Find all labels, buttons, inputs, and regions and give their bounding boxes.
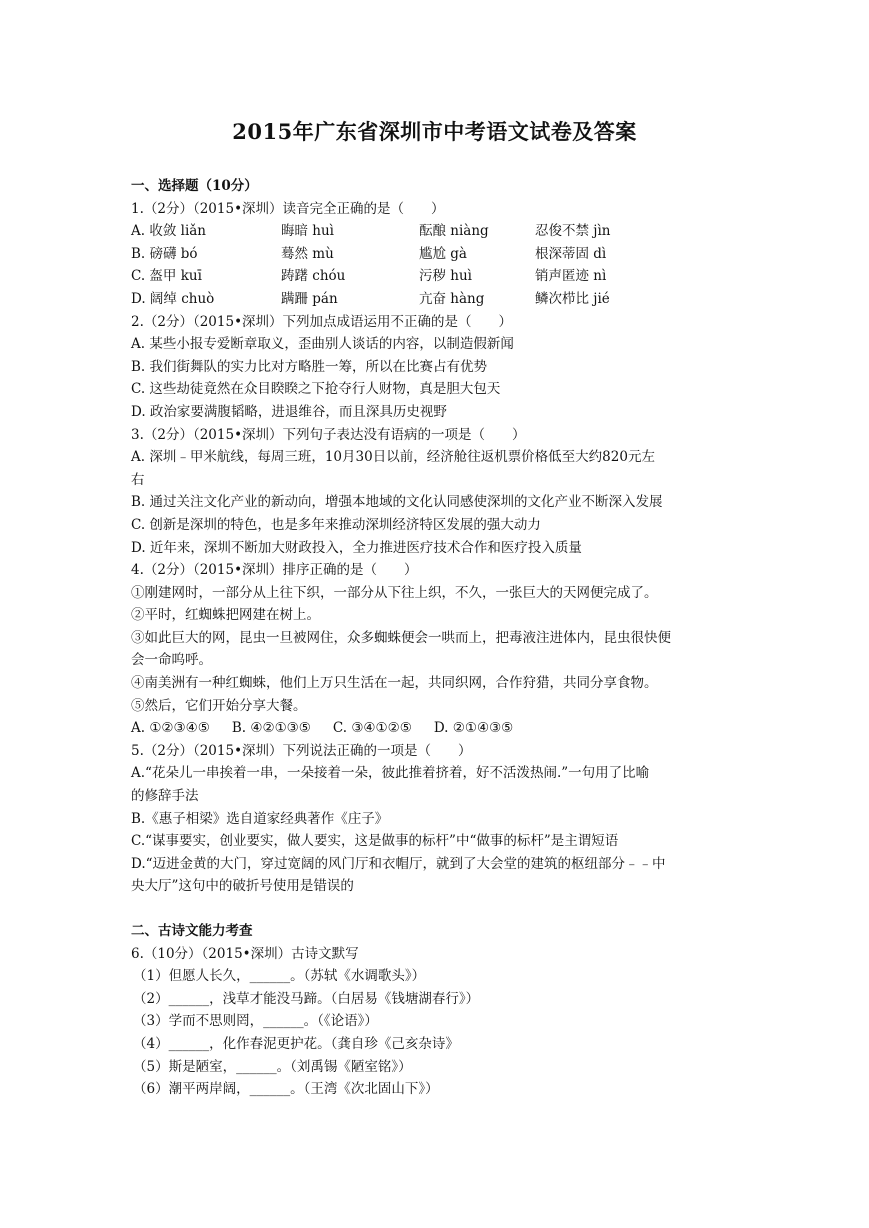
option-line: C. 这些劫徒竟然在众目睽睽之下抢夺行人财物，真是胆大包天 [131, 381, 501, 398]
sentence-line: ①刚建网时，一部分从上往下织，一部分从下往上织，不久，一张巨大的天网便完成了。 [131, 584, 658, 601]
option-item: 根深蒂固 dì [535, 245, 607, 262]
option-line: 央大厅”这句中的破折号使用是错误的 [131, 878, 354, 895]
document-title: 2015年广东省深圳市中考语文试卷及答案 [232, 119, 637, 144]
option-line: A. 某些小报专爱断章取义，歪曲别人谈话的内容，以制造假新闻 [131, 336, 514, 353]
option-line: 的修辞手法 [131, 788, 199, 805]
option-item: 蹒跚 pán [281, 290, 338, 307]
option-line: B. 通过关注文化产业的新动向，增强本地域的文化认同感使深圳的文化产业不断深入发展 [131, 494, 663, 511]
option-item: 鳞次栉比 jié [535, 290, 610, 307]
option-item: B. ④②①③⑤ [231, 720, 311, 737]
section-gap [131, 898, 741, 920]
option-item: D. 阔绰 chuò [131, 290, 215, 307]
option-line: A. 深圳﹣甲米航线，每周三班，10月30日以前，经济舱往返机票价格低至大约820元左 [131, 449, 655, 466]
option-item: 酝酿 niàng [419, 223, 489, 240]
option-row [131, 220, 741, 243]
fill-blank-item: （4）______，化作春泥更护花。（龚自珍《己亥杂诗》 [133, 1035, 459, 1052]
option-item: A. ①②③④⑤ [131, 720, 210, 737]
option-line: D. 政治家要满腹韬略，进退维谷，而且深具历史视野 [131, 403, 447, 420]
option-item: C. ③④①②⑤ [332, 720, 412, 737]
fill-blank-item: （2）______，浅草才能没马蹄。（白居易《钱塘湖春行》） [133, 990, 480, 1007]
question-stem: 6.（10分）（2015•深圳）古诗文默写 [131, 945, 359, 962]
option-item: 尴尬 gà [419, 245, 467, 262]
option-item: 亢奋 hàng [419, 290, 485, 307]
option-line: A.“花朵儿一串挨着一串，一朵接着一朵，彼此推着挤着，好不活泼热闹.”一句用了比喻 [131, 765, 650, 782]
option-item: A. 收敛 liǎn [131, 223, 207, 240]
fill-blank-item: （3）学而不思则罔，______。（《论语》） [133, 1013, 378, 1030]
option-item: 晦暗 huì [281, 223, 334, 240]
option-line: C.“谋事要实，创业要实，做人要实，这是做事的标杆”中“做事的标杆”是主谓短语 [131, 833, 619, 850]
option-line: B.《惠子相梁》选自道家经典著作《庄子》 [131, 810, 389, 827]
option-line: 右 [131, 471, 145, 488]
question-stem: 5.（2分）（2015•深圳）下列说法正确的一项是（ ） [131, 742, 472, 759]
option-item: D. ②①④③⑤ [433, 720, 514, 737]
option-line: D.“迈进金黄的大门，穿过宽阔的风门厅和衣帽厅，就到了大会堂的建筑的枢纽部分﹣﹣中 [131, 855, 666, 872]
sentence-line: ③如此巨大的网，昆虫一旦被网住，众多蜘蛛便会一哄而上，把毒液注进体内，昆虫很快便 [131, 629, 671, 646]
option-row [131, 265, 741, 288]
exam-content [131, 175, 741, 1101]
option-row [131, 717, 741, 740]
option-line: D. 近年来，深圳不断加大财政投入，全力推进医疗技术合作和医疗投入质量 [131, 539, 582, 556]
fill-blank-item: （1）但愿人长久，______。（苏轼《水调歌头》） [133, 968, 426, 985]
option-row [131, 288, 741, 311]
sentence-line: ④南美洲有一种红蜘蛛，他们上万只生活在一起，共同织网，合作狩猎，共同分享食物。 [131, 675, 658, 692]
sentence-line: ⑤然后，它们开始分享大餐。 [131, 697, 307, 714]
fill-blank-item: （5）斯是陋室，______。（刘禹锡《陋室铭》） [133, 1058, 412, 1075]
option-item: C. 盔甲 kuī [131, 268, 202, 285]
option-item: 踌躇 chóu [281, 268, 346, 285]
question-stem: 3.（2分）（2015•深圳）下列句子表达没有语病的一项是（ ） [131, 426, 526, 443]
option-row [131, 243, 741, 266]
section-heading: 二、古诗文能力考查 [131, 923, 253, 939]
option-line: B. 我们街舞队的实力比对方略胜一筹，所以在比赛占有优势 [131, 358, 488, 375]
option-item: 污秽 huì [419, 268, 472, 285]
fill-blank-item: （6）潮平两岸阔，______。（王湾《次北固山下》） [133, 1081, 439, 1098]
sentence-line: ②平时，红蜘蛛把网建在树上。 [131, 607, 320, 624]
section-heading: 一、选择题（10分） [131, 178, 258, 194]
option-line: C. 创新是深圳的特色，也是多年来推动深圳经济特区发展的强大动力 [131, 516, 541, 533]
option-item: 蓦然 mù [281, 245, 334, 262]
sentence-line: 会一命呜呼。 [131, 652, 212, 669]
question-stem: 2.（2分）（2015•深圳）下列加点成语运用不正确的是（ ） [131, 313, 513, 330]
option-item: B. 磅礴 bó [131, 245, 198, 262]
question-stem: 4.（2分）（2015•深圳）排序正确的是（ ） [131, 562, 418, 579]
question-stem: 1.（2分）（2015•深圳）读音完全正确的是（ ） [131, 200, 445, 217]
option-item: 忍俊不禁 jìn [535, 223, 611, 240]
option-item: 销声匿迹 nì [535, 268, 607, 285]
